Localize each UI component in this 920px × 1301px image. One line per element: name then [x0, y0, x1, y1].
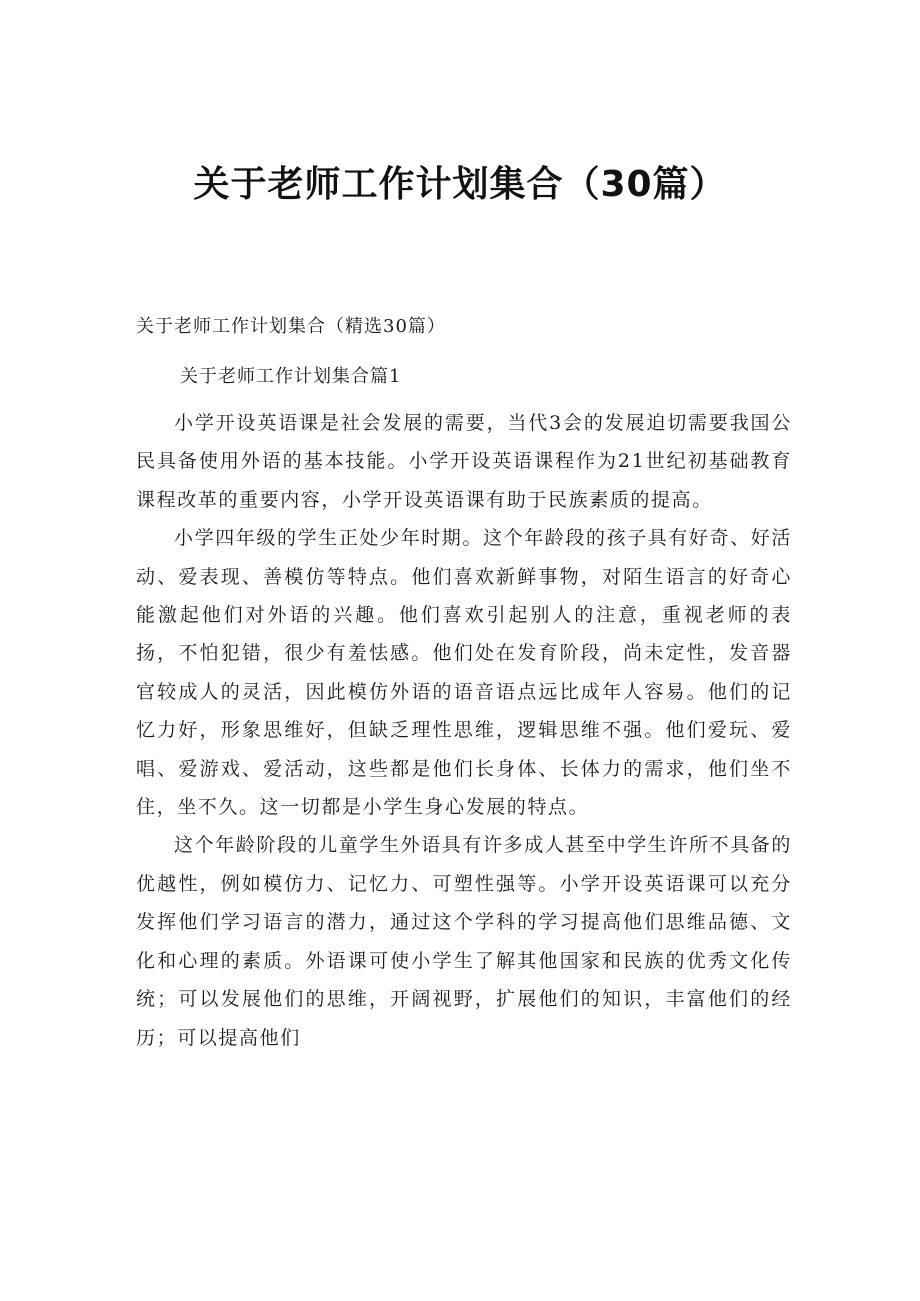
paragraph: 这个年龄阶段的儿童学生外语具有许多成人甚至中学生许所不具备的优越性，例如模仿力、记忆力、可塑性强等。小学开设英语课可以充分发挥他们学习语言的潜力，通过这个学科的学习提高他们思维品德、文化和心理的素质。外语课可使小学生了解其他国家和民族的优秀文化传统；可以发展他们的思维，开阔视野，扩展他们的知识，丰富他们的经历；可以提高他们	[136, 834, 793, 1049]
body-text	[136, 404, 792, 1057]
document-subtitle: 关于老师工作计划集合（精选30篇）	[136, 316, 446, 337]
document-title: 关于老师工作计划集合（30篇）	[193, 164, 727, 205]
section-heading: 关于老师工作计划集合篇1	[180, 366, 402, 387]
paragraph: 小学四年级的学生正处少年时期。这个年龄段的孩子具有好奇、好活动、爱表现、善模仿等特点。他们喜欢新鲜事物，对陌生语言的好奇心能激起他们对外语的兴趣。他们喜欢引起别人的注意，重视老师的表扬，不怕犯错，很少有羞怯感。他们处在发育阶段，尚未定性，发音器官较成人的灵活，因此模仿外语的语音语点远比成年人容易。他们的记忆力好，形象思维好，但缺乏理性思维，逻辑思维不强。他们爱玩、爱唱、爱游戏、爱活动，这些都是他们长身体、长体力的需求，他们坐不住，坐不久。这一切都是小学生身心发展的特点。	[136, 527, 793, 819]
paragraph: 小学开设英语课是社会发展的需要，当代3会的发展迫切需要我国公民具备使用外语的基本技能。小学开设英语课程作为21世纪初基础教育课程改革的重要内容，小学开设英语课有助于民族素质的提高。	[136, 412, 792, 511]
